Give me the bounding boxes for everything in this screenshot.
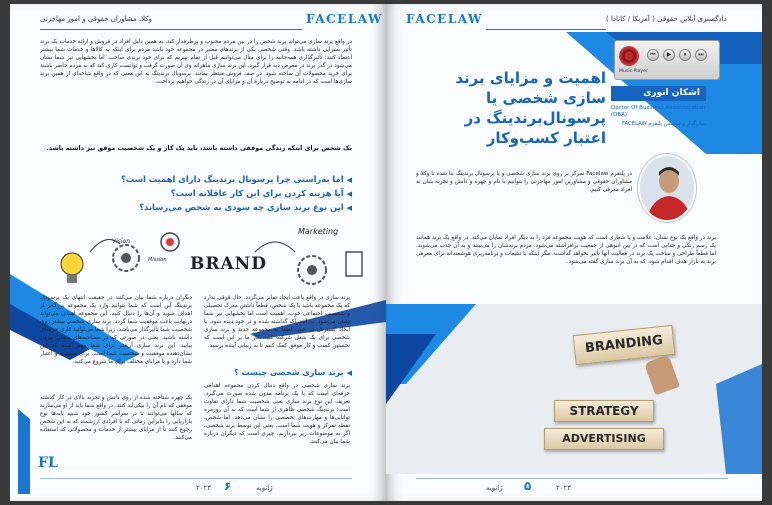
bullet-1 (121, 174, 352, 184)
left-footer-rule (40, 478, 352, 479)
triangle-icon: ◀ (346, 204, 352, 212)
gear-hub (121, 253, 131, 263)
left-col-top: دیگران درباره شما بیان می‌کنند در حقیقت انتهای یک پرسونال برندینگ این است که شما بتوانید وارد یک مجموعه بزرگ‌تر از اهداف شوید و آن‌ها را دنبال کنید. این مجموعه اهداف می‌تواند درنهایت باعث موفقیت شما گردد. برند سازی شخصی بیشتر روی شخصیت شما تأثیرگذار می‌باشد. زیرا شما می‌توانید کاری حرفه‌ای داشته باشید. یعنی در صورتی که در مصاحبه‌های شغلی بیرون بیایید. این برند سازی آن‌قدر برای شما مهم است که این نشان‌دهنده موفقیت و شخصیت شما است. برای مشتری و اعتبار شما دارد و با مزایای مختلف برای ما شروع می‌کنید. (40, 295, 192, 365)
cart-icon (346, 252, 362, 276)
bullet-2 (171, 188, 352, 198)
brand-word: BRAND (190, 254, 267, 274)
triangle-icon: ◀ (346, 176, 352, 184)
col-subheading-text: برند سازی شخصی چیست ؟ (234, 368, 344, 377)
right-header-logo: FACELAW (406, 12, 483, 26)
author-name: اشکان انوری (611, 86, 706, 101)
left-page-number: ۶ (224, 479, 232, 493)
target-center (166, 238, 174, 246)
article-paragraph-1: در پلتفرم Facelaw تمرکز بر روی برند سازی شخصی و یا پرسونال برندینگ بنا شده تا وکلا و مشاوران حقوقی و مشاورین امور مهاجرتی را بتوانیم با نام و چهره و دانش و تجربه شان به افراد معرفی کنیم. (416, 171, 632, 193)
left-header-subtitle: وکلا، مشاوران حقوقی و امور مهاجرتی (40, 15, 153, 23)
arrow-2 (255, 242, 295, 252)
right-page-number: ۵ (524, 479, 532, 493)
right-col-bottom: برند سازی شخصی در واقع دنبال کردن مجموعه اهدافی حرفه‌ای است که با یک برنامه مدون شده صورت می‌گیرد. تعریف این نوع برند سازی یعنی شخصیت شما دارای تفاوت است؛ برندینگ شخصی ظاهری از شما است که به آن روزمره توانایی‌ها و مهارت‌های تخصصی را نشان می‌دهد. اما شخص، نقطه تمرکز و هویت شما است. یعنی این توسط برند شخصی، اگر به موضوعات زیر بپردازیم، چیزی است که دیگران درباره شما بیان می‌کنند. (204, 383, 350, 445)
right-footer-month: ژانویه (486, 484, 503, 492)
triangle-icon: ◀ (346, 369, 352, 377)
music-disc-icon (619, 46, 639, 66)
left-footer-year: ۲۰۲۳ (196, 484, 212, 492)
bullet-2-text: آیا هزینه کردن برای این کار عاقلانه است؟ (170, 188, 344, 198)
lightbulb-base (67, 275, 77, 283)
lightbulb-icon (61, 253, 83, 275)
magazine-spread (10, 4, 762, 501)
hand-graphic (644, 355, 680, 396)
highlight-sentence: یک شخص برای اینکه زندگی موفقی داشته باشد، باید یک کار و یک شخصیت موفق نیز داشته باشد. (46, 144, 352, 152)
left-header-logo: FACELAW (306, 12, 383, 26)
gear-hub-2 (307, 265, 317, 275)
bullet-1-text: اما به‌راستی چرا پرسونال برندینگ دارای اهمیت است؟ (121, 174, 344, 184)
left-header-rule (40, 29, 302, 30)
article-title: اهمیت و مزایای برند سازی شخصی یا پرسونال‌برندینگ در اعتبار کسب‌وکار (455, 69, 606, 147)
previous-button[interactable]: ⏮ (647, 49, 659, 61)
author-degree: Doctor Of Business Administration (DBA) (611, 105, 706, 118)
block-branding: BRANDING (573, 325, 676, 365)
bullet-3 (139, 202, 352, 212)
block-strategy: STRATEGY (554, 400, 654, 422)
left-page (10, 4, 386, 501)
author-role: بنیان‌گذار و موسس پلتفرم FACELAW (621, 121, 706, 127)
right-footer-year: ۲۰۲۳ (556, 484, 572, 492)
triangle-icon: ◀ (346, 190, 352, 198)
col-subheading (234, 368, 352, 377)
bullet-3-text: این نوع برند سازی چه سودی به شخص می‌رساند؟ (139, 202, 344, 212)
block-advertising: ADVERTISING (544, 428, 664, 450)
next-button[interactable]: ⏭ (695, 49, 707, 61)
mission-word: Mission (148, 257, 167, 263)
intro-paragraph: در واقع برند سازی می‌تواند برند شخص را در بین مردم محبوب و پرطرفدار کند. به همین دلیل افراد در فروش و ارائه خدمات یک برند تأثیر بسزایی داشته باشد. وقتی شخصی یکی از برندهای معتبر در مجموعه خود باشد مردم برای اینکه به کالاها و خدمات شما بیشتر اعتماد کنند؛ تأثیرگذاری همه‌جانبه را برای مثال می‌توانیم قبل از تمام بپیریم که برای خود برندی ساخت. اما بخشهایی نیز شما نشان می‌شود در گذر برند در معرض دید قرار گیرد. این برند سازی ماهرانه وی آن صورت گرفت و توانست کاری کند که به مردم حاضر باشند برای خرید محصولات آن ساخته شود. در صف فروش منتظر بمانند. پرسونال برندینگ به این معنی که در واقع شاخه‌ای از همین برند سازی‌ها است که در ادامه به توضیح دربارهٔ آن و مزایای آن در زندگی خواهیم پرداخت. (40, 39, 352, 85)
author-photo (638, 154, 696, 222)
right-header-subtitle: دادگستری آنلاین حقوقی ( آمریکا / کانادا ) (606, 15, 727, 23)
fl-monogram-icon: FL (38, 455, 58, 471)
brand-illustration (50, 222, 370, 300)
vision-word: Vision (112, 238, 131, 245)
right-footer-rule (416, 478, 728, 479)
right-header-rule (486, 29, 606, 30)
marketing-word: Marketing (298, 227, 339, 236)
corner-bar (18, 409, 30, 494)
wooden-blocks-photo (404, 308, 704, 468)
music-player-widget[interactable] (614, 40, 720, 80)
left-col-bottom: یک چهره شناخته شده از روی دانش و تجربه بالای در کار گذشته موفقی که نام آن را بیکی‌اید کنند. در واقع شما باید از او می‌سازند که سالها می‌توانند تا در سراسر کشور خود شبیه پایه‌ها نوع بازاریابی را بنابراین زمانی که با افرادی ارزشمند که به این شخص رجوع کنند تا از مزایای بیشتر از خدمات و محصولاتی که استفاده می‌کنند. (40, 395, 192, 441)
left-footer-month: ژانویه (256, 484, 273, 492)
music-player-label: Music Player (619, 69, 648, 74)
right-page (386, 4, 762, 501)
article-paragraph-2: برند در واقع یک نوع نشان، علامت و یا شعاری است که هویت مجموعه فرد را به دیگر افراد نمایان می‌کند. در واقع یک برند همانند یک رسم رنگی و جذابی است که در بین انبوهی از جمعیت برافراشته می‌شود. مردم برندشان را می‌بینند و به آن جذب می‌شوند. اما قطعاً طراحی و ساخت یک برند در فعالیت آنها تأثیر نخواهد گذاشت، مگر اینکه با تبلیغات و برنامه‌ریزی هوشمندانه برای معرفی برند به بازار هدف اقدام شود. که به آن برند سازی گفته می‌شود. (416, 235, 716, 265)
pause-button[interactable]: ⏸ (679, 49, 691, 61)
right-col-top: برند سازی در واقع باعث ایجاد تمایز می‌گردد. حال فرقی ندارد که یک مجموعه باشد یا یک شخص، قطعاً داشتن مدرک تحصیلی و شخصیت اجتماعی خوب، اهمیت است اما بخشهایی نیز شما نشان می‌شود. به اشتراک گذاشته شده و در خود دیده شود. با ایجاد گسترش در خود، لطفاً به مجموعه جدید و برند سازی شخصی برای یک شغل شرکت کنید. کار ما بر این است که نخستین کسب و کار موفق کمک کنیم تا به زیبایی آینده برسید. (204, 295, 350, 349)
play-button[interactable]: ▶ (663, 49, 675, 61)
